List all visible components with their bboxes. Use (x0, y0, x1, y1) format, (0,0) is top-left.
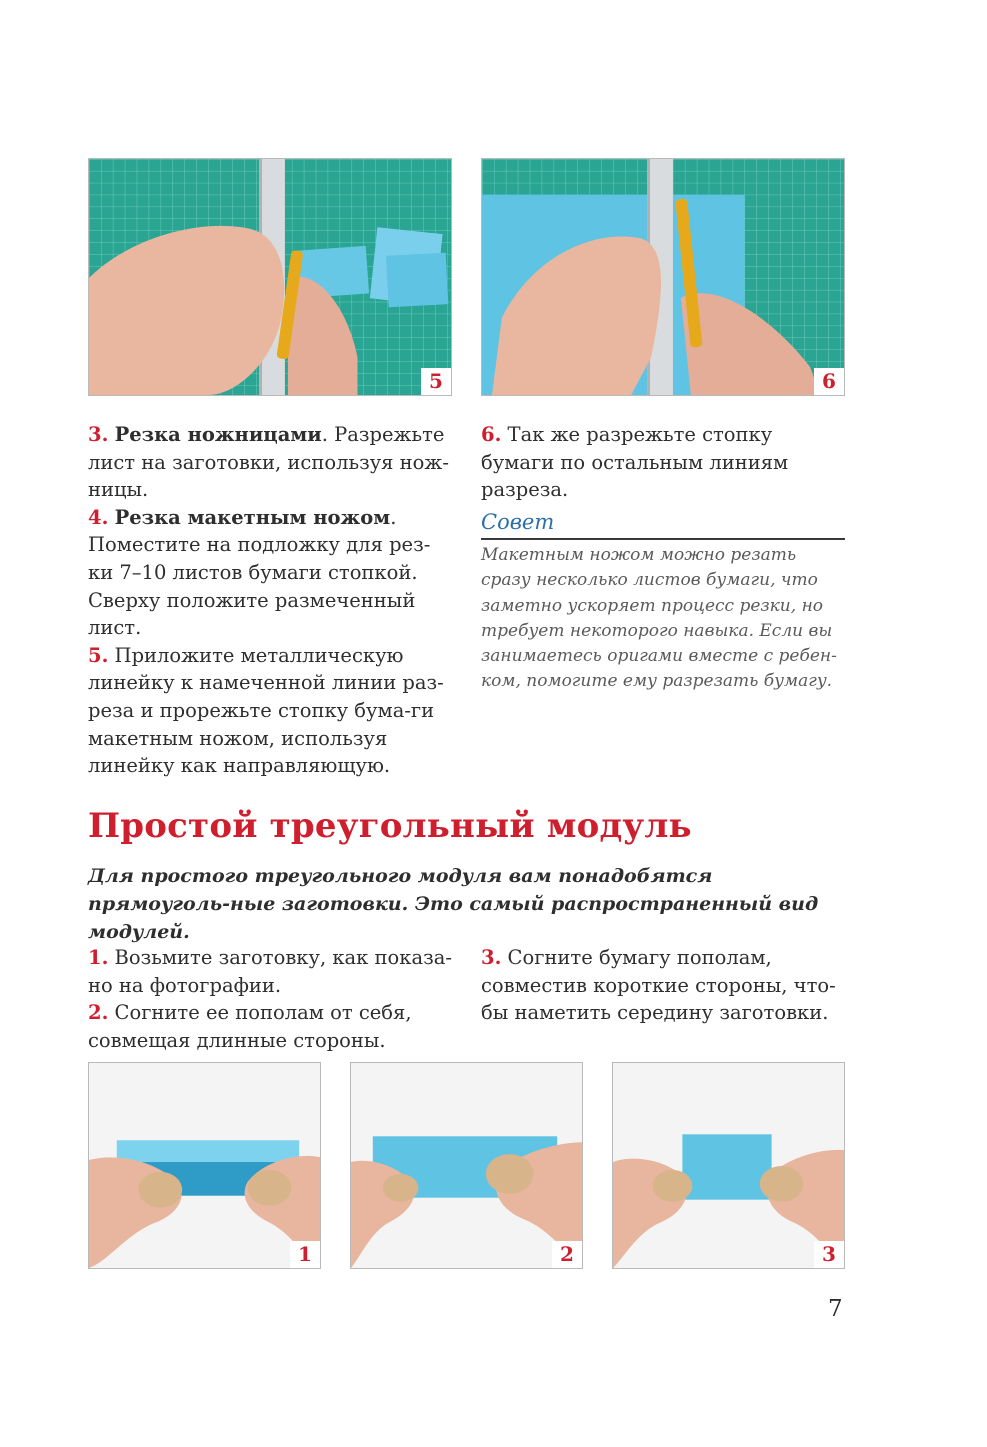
photo-number-badge: 3 (814, 1241, 844, 1268)
step-text: Возьмите заготовку, как показа-но на фотографии. (88, 946, 452, 997)
step-4-paragraph (88, 504, 452, 642)
section-heading: Простой треугольный модуль (88, 806, 692, 846)
step-number: 4. (88, 505, 109, 529)
hands-halving-paper-image (613, 1063, 844, 1268)
step-number: 1. (88, 946, 109, 969)
photo-step-1 (88, 1062, 321, 1269)
tip-title: Совет (481, 510, 555, 534)
bottom-right-steps (481, 944, 845, 1027)
step-2-paragraph (88, 999, 452, 1054)
section-lead: Для простого треугольного модуля вам понадобятся прямоуголь-ные заготовки. Это самый распространенный вид модулей. (88, 865, 819, 943)
step-3b-paragraph (481, 944, 845, 1027)
step-number: 6. (481, 423, 502, 446)
photo-number-badge: 1 (290, 1241, 320, 1268)
photo-step-6 (481, 158, 845, 396)
step-text: Приложите металлическую линейку к намеченной линии раз-реза и прорежьте стопку бума-ги макетным ножом, используя линейку как направляющую. (88, 643, 444, 778)
step-6-paragraph (481, 421, 845, 504)
step-number: 5. (88, 643, 109, 667)
tip-divider (481, 538, 845, 540)
left-column-steps (88, 421, 452, 780)
photo-number-badge: 5 (421, 368, 451, 395)
step-title: Резка макетным ножом (114, 505, 391, 529)
cutting-mat-scissors-image (89, 159, 451, 395)
step-text: . Разрежьте лист на заготовки, используя нож-ницы. (88, 423, 449, 502)
page-number: 7 (828, 1296, 843, 1322)
step-text: . Поместите на подложку для рез-ки 7–10 листов бумаги стопкой. Сверху положите размеченный лист. (88, 505, 431, 640)
photo-step-5 (88, 158, 452, 396)
step-text: Согните бумагу пополам, совместив короткие стороны, что-бы наметить середину заготовки. (481, 946, 836, 1025)
step-title: Резка ножницами (114, 423, 322, 446)
hands-holding-paper-image (89, 1063, 320, 1268)
step-1-paragraph (88, 944, 452, 999)
photo-step-2 (350, 1062, 583, 1269)
cutting-mat-knife-image (482, 159, 844, 395)
step-3-paragraph (88, 421, 452, 504)
photo-step-3 (612, 1062, 845, 1269)
tip-body: Макетным ножом можно резать сразу несколько листов бумаги, что заметно ускоряет процесс резки, но требует некоторого навыка. Если вы занимаетесь оригами вместе с ребен-ком, помогите ему разрезать бумагу. (481, 545, 837, 692)
bottom-left-steps (88, 944, 452, 1054)
step-number: 2. (88, 1001, 109, 1025)
step-number: 3. (481, 946, 502, 969)
step-number: 3. (88, 423, 109, 446)
step-5-paragraph (88, 642, 452, 780)
step-text: Так же разрежьте стопку бумаги по остальным линиям разреза. (481, 423, 789, 502)
photo-number-badge: 6 (814, 368, 844, 395)
step-text: Согните ее пополам от себя, совмещая длинные стороны. (88, 1001, 412, 1052)
photo-number-badge: 2 (552, 1241, 582, 1268)
right-column-step-6 (481, 421, 845, 504)
hands-folding-paper-image (351, 1063, 582, 1268)
